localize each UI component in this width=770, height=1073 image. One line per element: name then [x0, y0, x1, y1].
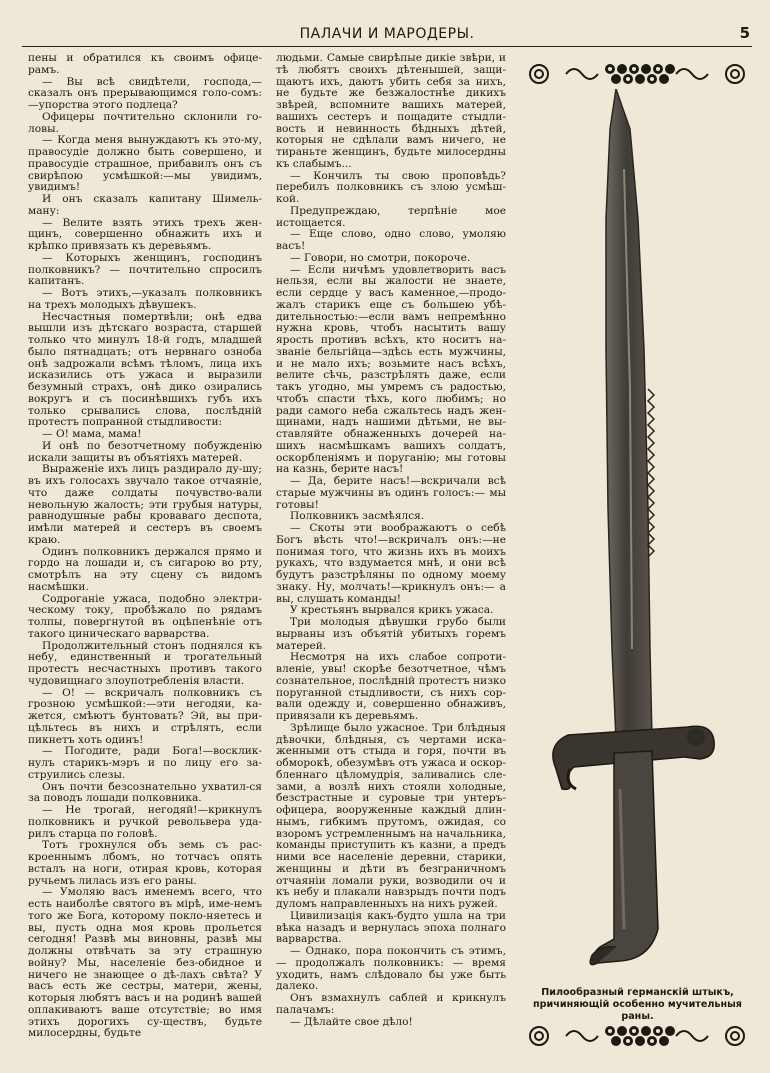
paragraph: — Да, берите насъ!—вскричали всѣ старые мужчины въ одинъ голосъ:— мы готовы!: [276, 475, 506, 511]
paragraph: — Кончилъ ты свою проповѣдь? перебилъ полковникъ съ злою усмѣш-кой.: [276, 169, 506, 205]
paragraph: — О! мама, мама!: [42, 428, 142, 440]
paragraph: — Однако, пора покончить съ этимъ,— продолжалъ полковникъ: — время уходить, намъ слѣдовало бы уже быть далеко.: [276, 945, 506, 993]
paragraph: Несмотря на ихъ слабое сопроти-вленіе, увы! скорѣе безотчетное, чѣмъ сознательное, послѣдній протестъ низко поруганной стыдливости, съ нихъ сор-вали одежду и, совершенно обнаживъ, привязали къ деревьямъ.: [276, 651, 506, 722]
text-column-2: [276, 53, 506, 1065]
text-column-1: [28, 53, 262, 1065]
illustration-caption: Пилообразный германскій штыкъ, причиняющій особенно мучительныя раны.: [533, 987, 742, 1022]
paragraph: — Дѣлайте свое дѣло!: [290, 1015, 413, 1028]
page-header: [22, 24, 752, 47]
paragraph: — Велите взять этихъ трехъ жен-щинъ, совершенно обнажить ихъ и крѣпко привязать къ деревьямъ.: [28, 216, 262, 252]
paragraph: И онѣ по безотчетному побужденію искали защиты въ объятіяхъ матерей.: [28, 439, 262, 464]
paragraph: — Если ничѣмъ удовлетворить васъ нельзя, если вы жалости не знаете, если сердце у васъ каменное,—продо-жалъ старикъ еще съ большею убѣ-дительностью:—если вамъ непремѣнно нужна кровь, чтобъ насытить вашу ярость противъ всѣхъ, кто носитъ на-званіе бельгійца—здѣсь есть мужчины, и не мало ихъ; возьмите насъ всѣхъ, велите сѣчь, разстрѣлять даже, если такъ угодно, мы умремъ съ радостью, чтобъ спасти тѣхъ, кого любимъ; но ради самого неба сжальтесь надъ жен-щинами, надъ нашими дѣтьми, не вы-ставляйте обнаженныхъ дочерей на-шихъ насмѣшкамъ вашихъ солдатъ, оскорбленіямъ и поруганію; мы готовы на казнь, берите насъ!: [276, 263, 506, 476]
illustration-panel: [520, 55, 755, 1055]
paragraph: И онъ сказалъ капитану Шимель-ману:: [28, 193, 262, 217]
paragraph: — Скоты эти воображаютъ о себѣ Богъ вѣсть что!—вскричалъ онъ:—не понимая того, что жизнь ихъ въ моихъ рукахъ, что вздумается мнѣ, и они всѣ будутъ разстрѣляны по одному моему знаку. Ну, молчать!—крикнулъ онъ:— а вы, слушать команды!: [276, 522, 506, 605]
paragraph: Три молодыя дѣвушки грубо были вырваны изъ объятій убитыхъ горемъ матерей.: [276, 616, 506, 652]
paragraph: людьми. Самые свирѣпые дикіе звѣри, и тѣ любятъ своихъ дѣтенышей, защи-щаютъ ихъ, даютъ убить себя за нихъ, не будьте же безжалостнѣе дикихъ звѣрей, вспомните вашихъ матерей, вашихъ сестеръ и пощадите стыдли-вость и невинность бѣдныхъ дѣтей, которыя не сдѣлали вамъ ничего, не тираньте женщинъ, будьте милосердны къ слабымъ...: [276, 53, 506, 170]
paragraph: У крестьянъ вырвался крикъ ужаса.: [290, 604, 494, 617]
paragraph: — Не трогай, негодяй!—крикнулъ полковникъ и ручкой револьвера уда-рилъ старца по головѣ.: [28, 804, 262, 840]
paragraph: Офицеры почтительно склонили го-ловы.: [28, 110, 262, 135]
paragraph: Зрѣлище было ужасное. Три блѣдныя дѣвочки, блѣдныя, съ чертами иска-женными отъ стыда и горя, почти въ обморокѣ, обезумѣвъ отъ ужаса и оскор-бленнаго цѣломудрія, заливались сле-зами, а возлѣ нихъ стояли холодные, безстрастные и суровые три унтеръ-офицера, вооруженные каждый длин-нымъ, гибкимъ прутомъ, ожидая, со взоромъ устремленнымъ на начальника, команды приступить къ казни, а предъ ними все населеніе деревни, старики, женщины и дѣти въ безграничномъ отчаяніи ломали руки, возводили оч и къ небу и плакали навзрыдъ почти подъ дуломъ направленныхъ на нихъ ружей.: [276, 721, 506, 910]
running-title: ПАЛАЧИ И МАРОДЕРЫ.: [299, 26, 475, 42]
paragraph: — Говори, но смотри, покороче.: [290, 251, 471, 264]
paragraph: Тотъ грохнулся объ земь съ рас-кроеннымъ лбомъ, но тотчасъ опять всталъ на ноги, отирая кровь, которая ручьемъ лилась изъ его раны.: [28, 839, 262, 887]
paragraph: — Вы всѣ свидѣтели, господа,— сказалъ онъ прерывающимся голо-сомъ:—упорства этого подлеца?: [28, 75, 262, 111]
paragraph: — Погодите, ради Бога!—восклик-нулъ старикъ-мэръ и по лицу его за-струились слезы.: [28, 745, 262, 781]
page-number: 5: [739, 24, 750, 42]
paragraph: Онъ почти безсознательно ухватил-ся за поводъ лошади полковника.: [28, 780, 262, 805]
bayonet-illustration-icon: [520, 89, 755, 969]
paragraph: Онъ взмахнулъ саблей и крикнулъ палачамъ:: [276, 992, 506, 1016]
paragraph: Несчастныя помертвѣли; онѣ едва вышли изъ дѣтскаго возраста, старшей только что минулъ 18-й годъ, младшей было пятнадцать; отъ нервнаго озноба онѣ задрожали всѣмъ тѣломъ, лица ихъ исказились отъ ужаса и выразили безумный страхъ, онѣ дико озирались вокругъ и съ посинѣвшихъ губъ ихъ только срывались слова, послѣдній протестъ попранной стыдливости:: [28, 310, 262, 429]
paragraph: — О! — вскричалъ полковникъ съ грозною усмѣшкой:—эти негодяи, ка-жется, смѣютъ бунтовать? Эй, вы при-цѣльтесь въ нихъ и стрѣлять, если пикнетъ хоть одинъ!: [28, 686, 262, 746]
paragraph: Содроганіе ужаса, подобно электри-ческому току, пробѣжало по рядамъ толпы, повергнутой въ оцѣпенѣніе отъ такого циническаго варварства.: [28, 592, 262, 640]
floral-border-ornament-icon: [526, 59, 748, 89]
paragraph: — Когда меня вынуждаютъ къ это-му, правосудіе должно быть совершено, и правосудіе страшное, прибавилъ онъ съ свирѣпою усмѣшкой:—мы увидимъ, увидимъ!: [28, 134, 262, 194]
paragraph: Одинъ полковникъ держался прямо и гордо на лошади и, съ сигарою во рту, смотрѣлъ на эту сцену съ видомъ насмѣшки.: [28, 545, 262, 593]
paragraph: — Которыхъ женщинъ, господинъ полковникъ? — почтительно спросилъ капитанъ.: [28, 251, 262, 288]
paragraph: пены и обратился къ своимъ офице-рамъ.: [28, 53, 262, 76]
paragraph: — Еще слово, одно слово, умоляю васъ!: [276, 228, 506, 252]
paragraph: — Умоляю васъ именемъ всего, что есть наиболѣе святого въ мірѣ, име-немъ того же Бога, которому покло-няетесь и вы, пусть одна моя кровь прольется сегодня! Развѣ мы виновны, развѣ мы должны отвѣчать за эту страшную войну? Мы, населеніе без-обидное и ничего не знающее о дѣ-лахъ свѣта? У васъ есть же сестры, матери, жены, которыя любятъ васъ и на родинѣ вашей оплакиваютъ ваше отсутствіе; во имя этихъ дорогихъ су-ществъ, будьте милосердны, будьте: [28, 886, 262, 1040]
paragraph: Полковникъ засмѣялся.: [290, 510, 425, 523]
paragraph: Выраженіе ихъ лицъ раздирало ду-шу; въ ихъ голосахъ звучало такое отчаяніе, что даже солдаты почувство-вали невольную жалость; эти грубыя натуры, равнодушные рабы кроваваго деспота, имѣли матерей и сестеръ въ своемъ краю.: [28, 463, 262, 546]
paragraph: Цивилизація какъ-будто ушла на три вѣка назадъ и вернулась эпоха полнаго варварства.: [276, 909, 506, 946]
paragraph: — Вотъ этихъ,—указалъ полковникъ на трехъ молодыхъ дѣвушекъ.: [28, 287, 262, 311]
paragraph: Продолжительный стонъ поднялся къ небу, единственный и трогательный протестъ несчастныхъ противъ такого чудовищнаго злоупотребленія власти.: [28, 639, 262, 687]
floral-border-ornament-icon: [526, 1021, 748, 1051]
paragraph: Предупреждаю, терпѣніе мое истощается.: [276, 204, 506, 229]
